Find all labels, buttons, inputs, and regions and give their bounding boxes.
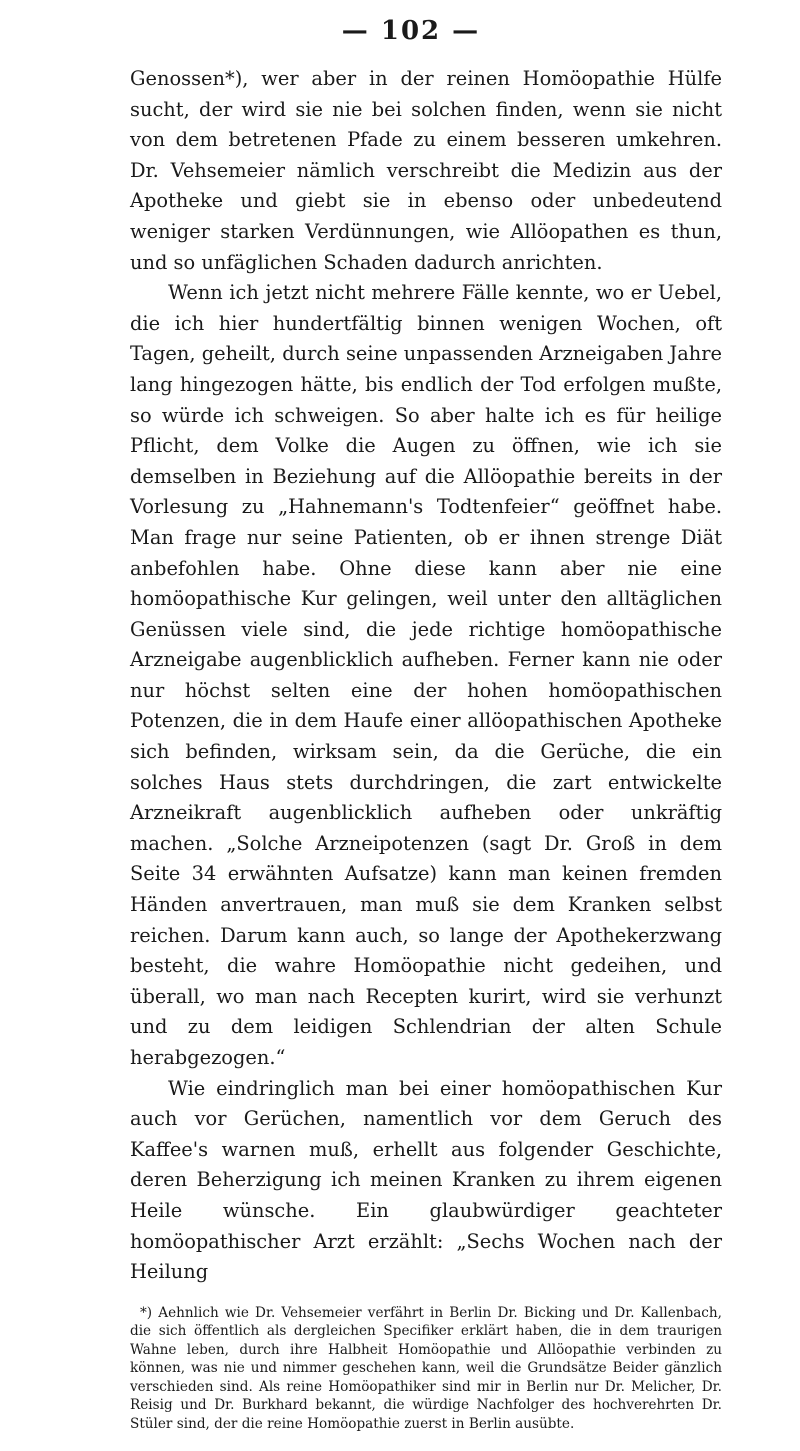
paragraph: Wenn ich jetzt nicht mehrere Fälle kennte, wo er Uebel, die ich hier hundertfältig binnen wenigen Wochen, oft Tagen, geheilt, durch seine unpassenden Arzneigaben Jahre lang hingezogen hätte, bis endlich der Tod erfolgen mußte, so würde ich schweigen. So aber halte ich es für heilige Pflicht, dem Volke die Augen zu öffnen, wie ich sie demselben in Beziehung auf die Allöopathie bereits in der Vorlesung zu „Hahnemann's Todtenfeier“ geöffnet habe. Man frage nur seine Patienten, ob er ihnen strenge Diät anbefohlen habe. Ohne diese kann aber nie eine homöopathische Kur gelingen, weil unter den alltäglichen Genüssen viele sind, die jede richtige homöopathische Arzneigabe augenblicklich aufheben. Ferner kann nie oder nur höchst selten eine der hohen homöopathischen Potenzen, die in dem Haufe einer allöopathischen Apotheke sich befinden, wirksam sein, da die Gerüche, die ein solches Haus stets durchdringen, die zart entwickelte Arzneikraft augenblicklich aufheben oder unkräftig machen. „Solche Arzneipotenzen (sagt Dr. Groß in dem Seite 34 erwähnten Aufsatze) kann man keinen fremden Händen anvertrauen, man muß sie dem Kranken selbst reichen. Darum kann auch, so lange der Apothekerzwang besteht, die wahre Homöopathie nicht gedeihen, und überall, wo man nach Recepten kurirt, wird sie verhunzt und zu dem leidigen Schlendrian der alten Schule herabgezogen.“: [130, 281, 722, 1069]
body-text: [130, 64, 722, 1288]
paragraph: Wie eindringlich man bei einer homöopathischen Kur auch vor Gerüchen, namentlich vor dem Geruch des Kaffee's warnen muß, erhellt aus folgender Geschichte, deren Beherzigung ich meinen Kranken zu ihrem eigenen Heile wünsche. Ein glaubwürdiger geachteter homöopathischer Arzt erzählt: „Sechs Wochen nach der Heilung: [130, 1076, 722, 1284]
footnote: *) Aehnlich wie Dr. Vehsemeier verfährt in Berlin Dr. Bicking und Dr. Kallenbach, die sich öffentlich als dergleichen Specifiker erklärt haben, die in dem traurigen Wahne leben, durch ihre Halbheit Homöopathie und Allöopathie verbinden zu können, was nie und nimmer geschehen kann, weil die Grundsätze Beider gänzlich verschieden sind. Als reine Homöopathiker sind mir in Berlin nur Dr. Melicher, Dr. Reisig und Dr. Burkhard bekannt, die würdige Nachfolger des hochverehrten Dr. Stüler sind, der die reine Homöopathie zuerst in Berlin ausübte.: [130, 1304, 722, 1432]
page-number: — 102 —: [341, 16, 481, 46]
paragraph: Genossen*), wer aber in der reinen Homöopathie Hülfe sucht, der wird sie nie bei solchen finden, wenn sie nicht von dem betretenen Pfade zu einem besseren umkehren. Dr. Vehsemeier nämlich verschreibt die Medizin aus der Apotheke und giebt sie in ebenso oder unbedeutend weniger starken Verdünnungen, wie Allöopathen es thun, und so unfäglichen Schaden dadurch anrichten.: [130, 67, 722, 274]
